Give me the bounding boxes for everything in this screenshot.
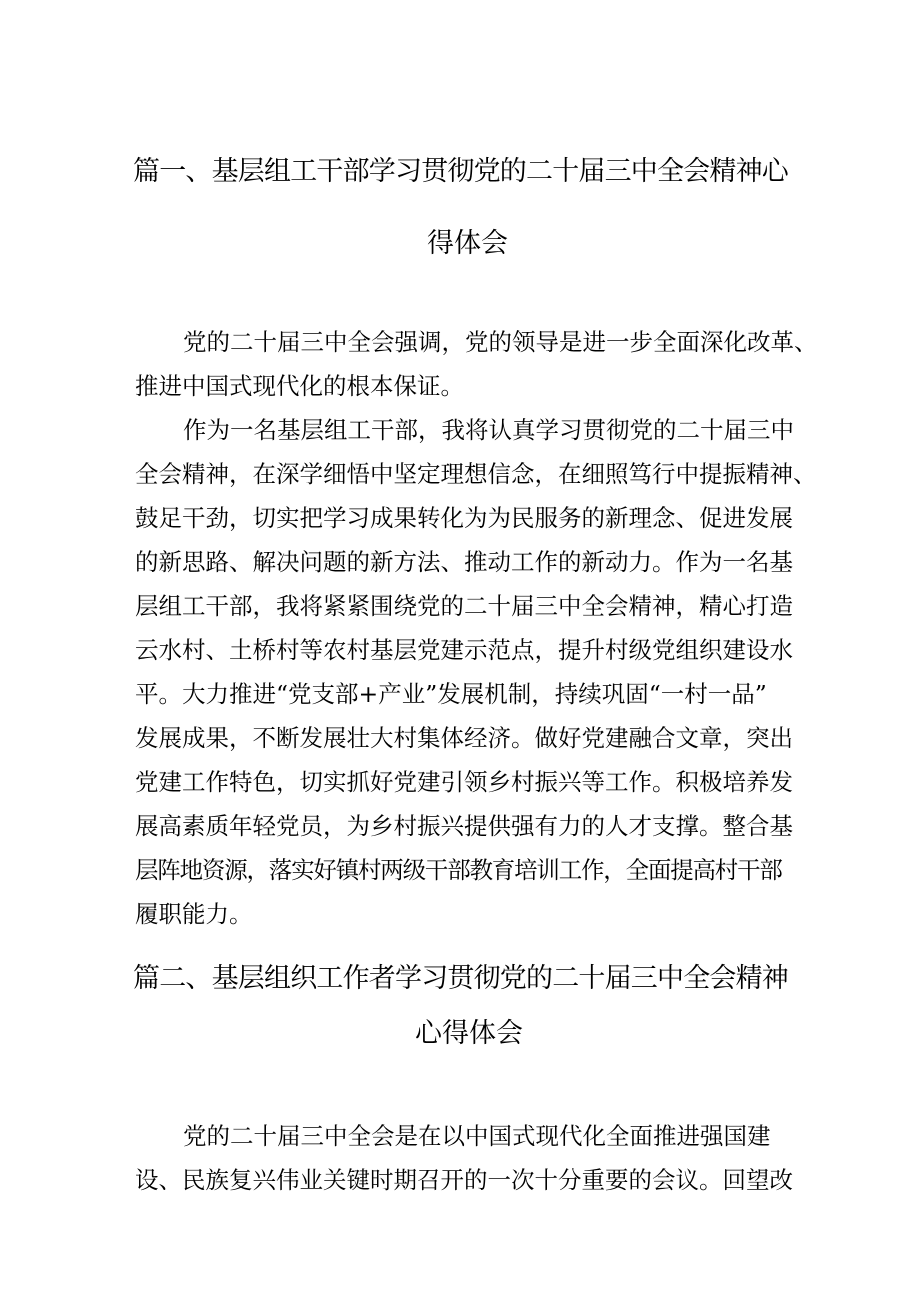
article1-line-11: 党建工作特色，切实抓好党建引领乡村振兴等工作。积极培养发 bbox=[135, 768, 793, 796]
article1-title-line1: 篇一、基层组工干部学习贯彻党的二十届三中全会精神心 bbox=[133, 156, 788, 187]
article1-line-6: 的新思路、解决问题的新方法、推动工作的新动力。作为一名基 bbox=[135, 548, 793, 576]
article1-line-8: 云水村、土桥村等农村基层党建示范点，提升村级党组织建设水 bbox=[135, 636, 793, 664]
article2-title-line1: 篇二、基层组织工作者学习贯彻党的二十届三中全会精神 bbox=[133, 963, 788, 994]
article1-line-5: 鼓足干劲，切实把学习成果转化为为民服务的新理念、促进发展 bbox=[135, 504, 793, 532]
article1-line-3: 作为一名基层组工干部，我将认真学习贯彻党的二十届三中 bbox=[183, 416, 794, 444]
article1-line-13: 层阵地资源，落实好镇村两级干部教育培训工作，全面提高村干部 bbox=[135, 856, 782, 884]
article1-title-line2: 得体会 bbox=[427, 228, 508, 259]
article1-line-1: 党的二十届三中全会强调，党的领导是进一步全面深化改革、 bbox=[183, 328, 818, 356]
article2-line-2: 设、民族复兴伟业关键时期召开的一次十分重要的会议。回望改 bbox=[135, 1166, 793, 1194]
article2-line-1: 党的二十届三中全会是在以中国式现代化全面推进强国建 bbox=[183, 1122, 771, 1150]
article1-line-10: 发展成果，不断发展壮大村集体经济。做好党建融合文章，突出 bbox=[135, 724, 793, 752]
article1-line-7: 层组工干部，我将紧紧围绕党的二十届三中全会精神，精心打造 bbox=[135, 592, 793, 620]
article1-line-14: 履职能力。 bbox=[135, 900, 253, 928]
article1-line-12: 展高素质年轻党员，为乡村振兴提供强有力的人才支撑。整合基 bbox=[135, 812, 793, 840]
article1-line-4: 全会精神，在深学细悟中坚定理想信念，在细照笃行中提振精神、 bbox=[135, 460, 817, 488]
article1-line-2: 推进中国式现代化的根本保证。 bbox=[135, 372, 464, 400]
article1-line-9: 平。大力推进“党支部+产业”发展机制，持续巩固“一村一品” bbox=[135, 680, 767, 708]
article2-title-line2: 心得体会 bbox=[415, 1018, 523, 1049]
